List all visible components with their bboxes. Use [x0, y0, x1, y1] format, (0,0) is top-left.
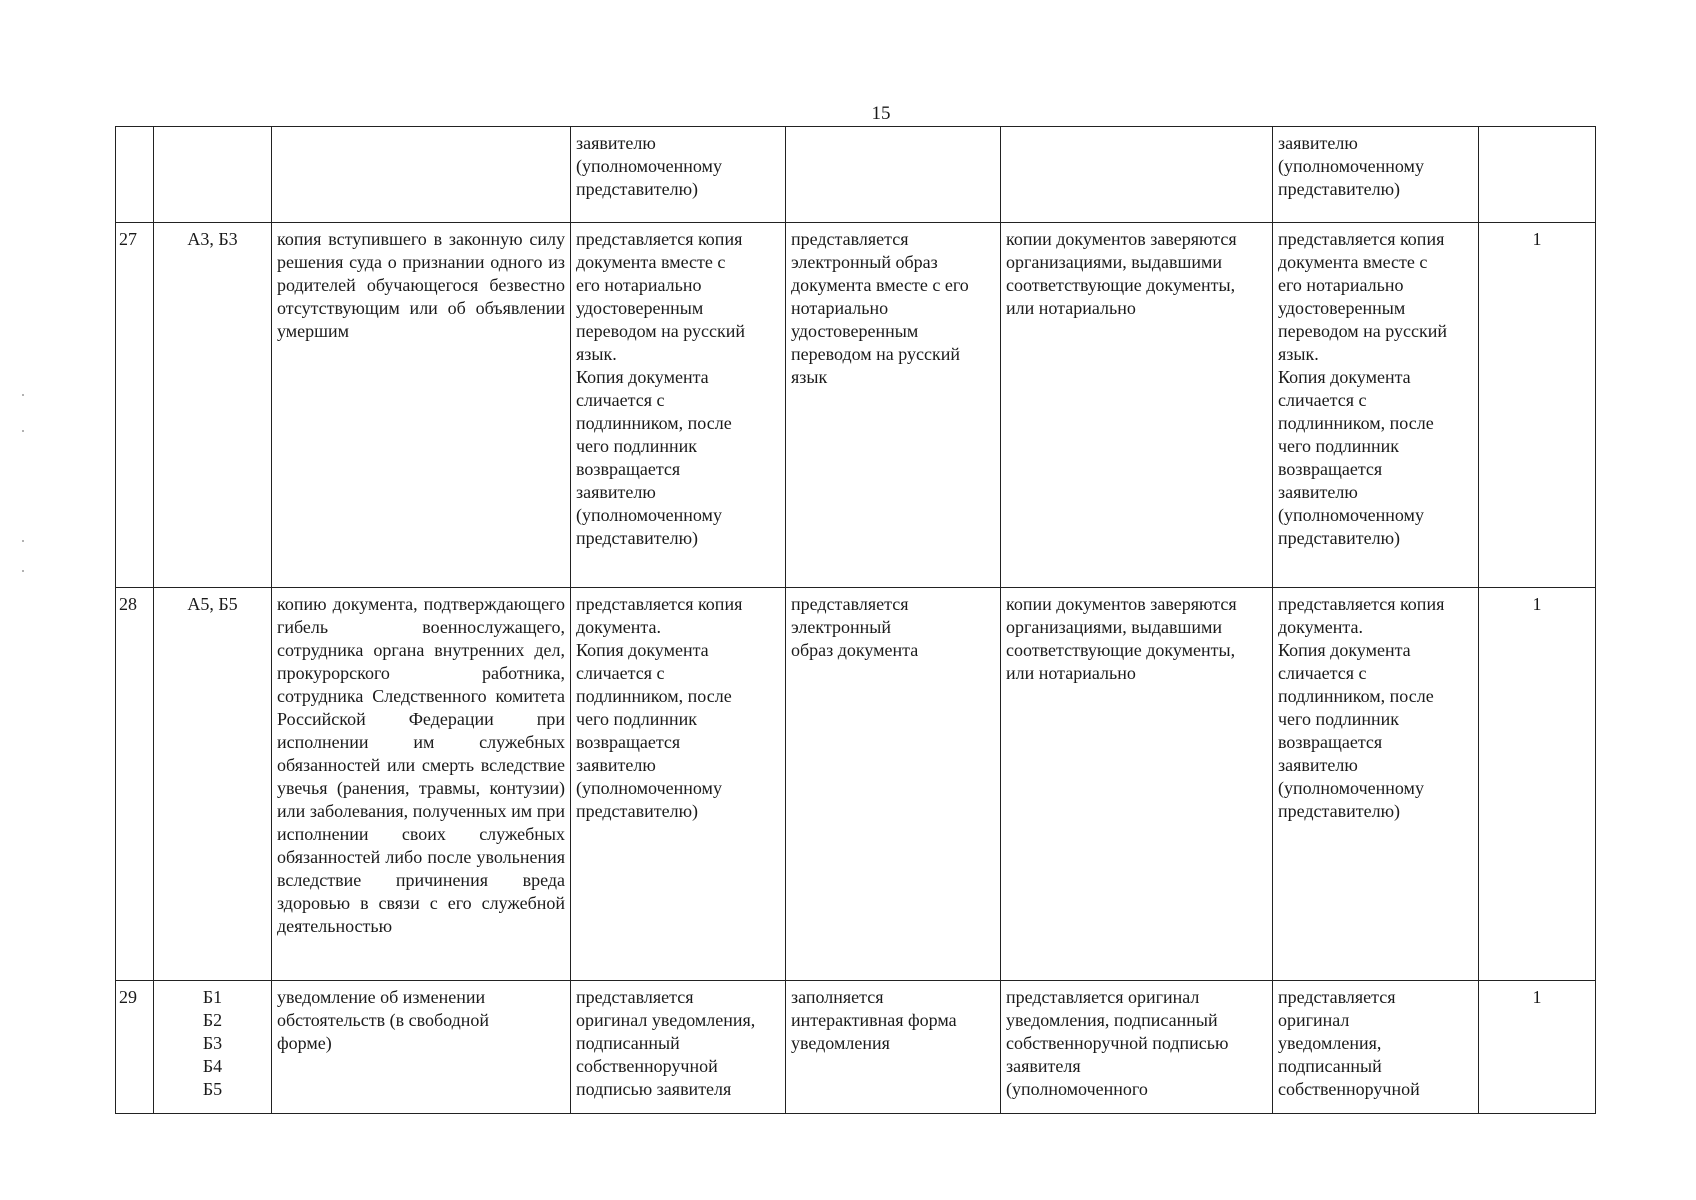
- postal-submission-cell: [1001, 127, 1273, 223]
- postal-submission-cell: представляется оригинал уведомления, подписанный собственноручной подписью заявителя (уполномоченного: [1001, 981, 1273, 1114]
- row-number-cell: 28: [116, 588, 154, 981]
- table-row: [116, 981, 1596, 1114]
- mfc-submission-cell: представляется копия документа. Копия документа сличается с подлинником, после чего подлинник возвращается заявителю (уполномоченному представителю): [1273, 588, 1479, 981]
- in-person-submission-cell: представляется копия документа. Копия документа сличается с подлинником, после чего подлинник возвращается заявителю (уполномоченному представителю): [571, 588, 786, 981]
- document-name-cell: копия вступившего в законную силу решения суда о признании одного из родителей обучающегося безвестно отсутствующим или об объявлении умершим: [272, 223, 571, 588]
- electronic-submission-cell: заполняется интерактивная форма уведомления: [786, 981, 1001, 1114]
- mfc-submission-cell: представляется оригинал уведомления, подписанный собственноручной: [1273, 981, 1479, 1114]
- document-name-cell: [272, 127, 571, 223]
- scan-artifact: [22, 394, 24, 396]
- page-number: 15: [871, 103, 891, 124]
- electronic-submission-cell: представляется электронный образ документа: [786, 588, 1001, 981]
- mfc-submission-cell: представляется копия документа вместе с его нотариально удостоверенным переводом на русский язык. Копия документа сличается с подлинником, после чего подлинник возвращается заявителю (уполномоченному представителю): [1273, 223, 1479, 588]
- electronic-submission-cell: [786, 127, 1001, 223]
- applicant-category-cell: Б1 Б2 Б3 Б4 Б5: [154, 981, 272, 1114]
- scan-artifact: [22, 570, 24, 572]
- table-row: [116, 223, 1596, 588]
- applicant-category-cell: А5, Б5: [154, 588, 272, 981]
- applicant-category-cell: [154, 127, 272, 223]
- table-row: [116, 588, 1596, 981]
- quantity-cell: [1479, 127, 1596, 223]
- quantity-cell: 1: [1479, 588, 1596, 981]
- in-person-submission-cell: представляется оригинал уведомления, подписанный собственноручной подписью заявителя: [571, 981, 786, 1114]
- postal-submission-cell: копии документов заверяются организациями, выдавшими соответствующие документы, или нотариально: [1001, 588, 1273, 981]
- document-name-cell: копию документа, подтверждающего гибель военнослужащего, сотрудника органа внутренних дел, прокурорского работника, сотрудника Следственного комитета Российской Федерации при исполнении им служебных обязанностей или смерть вследствие увечья (ранения, травмы, контузии) или заболевания, полученных им при исполнении своих служебных обязанностей либо после увольнения вследствие причинения вреда здоровью в связи с его служебной деятельностью: [272, 588, 571, 981]
- table-row: [116, 127, 1596, 223]
- scan-artifact: [22, 540, 24, 542]
- mfc-submission-cell: заявителю (уполномоченному представителю): [1273, 127, 1479, 223]
- document-name-cell: уведомление об изменении обстоятельств (в свободной форме): [272, 981, 571, 1114]
- electronic-submission-cell: представляется электронный образ документа вместе с его нотариально удостоверенным переводом на русский язык: [786, 223, 1001, 588]
- postal-submission-cell: копии документов заверяются организациями, выдавшими соответствующие документы, или нотариально: [1001, 223, 1273, 588]
- quantity-cell: 1: [1479, 223, 1596, 588]
- applicant-category-cell: А3, Б3: [154, 223, 272, 588]
- row-number-cell: [116, 127, 154, 223]
- in-person-submission-cell: заявителю (уполномоченному представителю): [571, 127, 786, 223]
- in-person-submission-cell: представляется копия документа вместе с его нотариально удостоверенным переводом на русский язык. Копия документа сличается с подлинником, после чего подлинник возвращается заявителю (уполномоченному представителю): [571, 223, 786, 588]
- quantity-cell: 1: [1479, 981, 1596, 1114]
- row-number-cell: 27: [116, 223, 154, 588]
- row-number-cell: 29: [116, 981, 154, 1114]
- scan-artifact: [22, 430, 24, 432]
- requirements-table: [115, 126, 1596, 1114]
